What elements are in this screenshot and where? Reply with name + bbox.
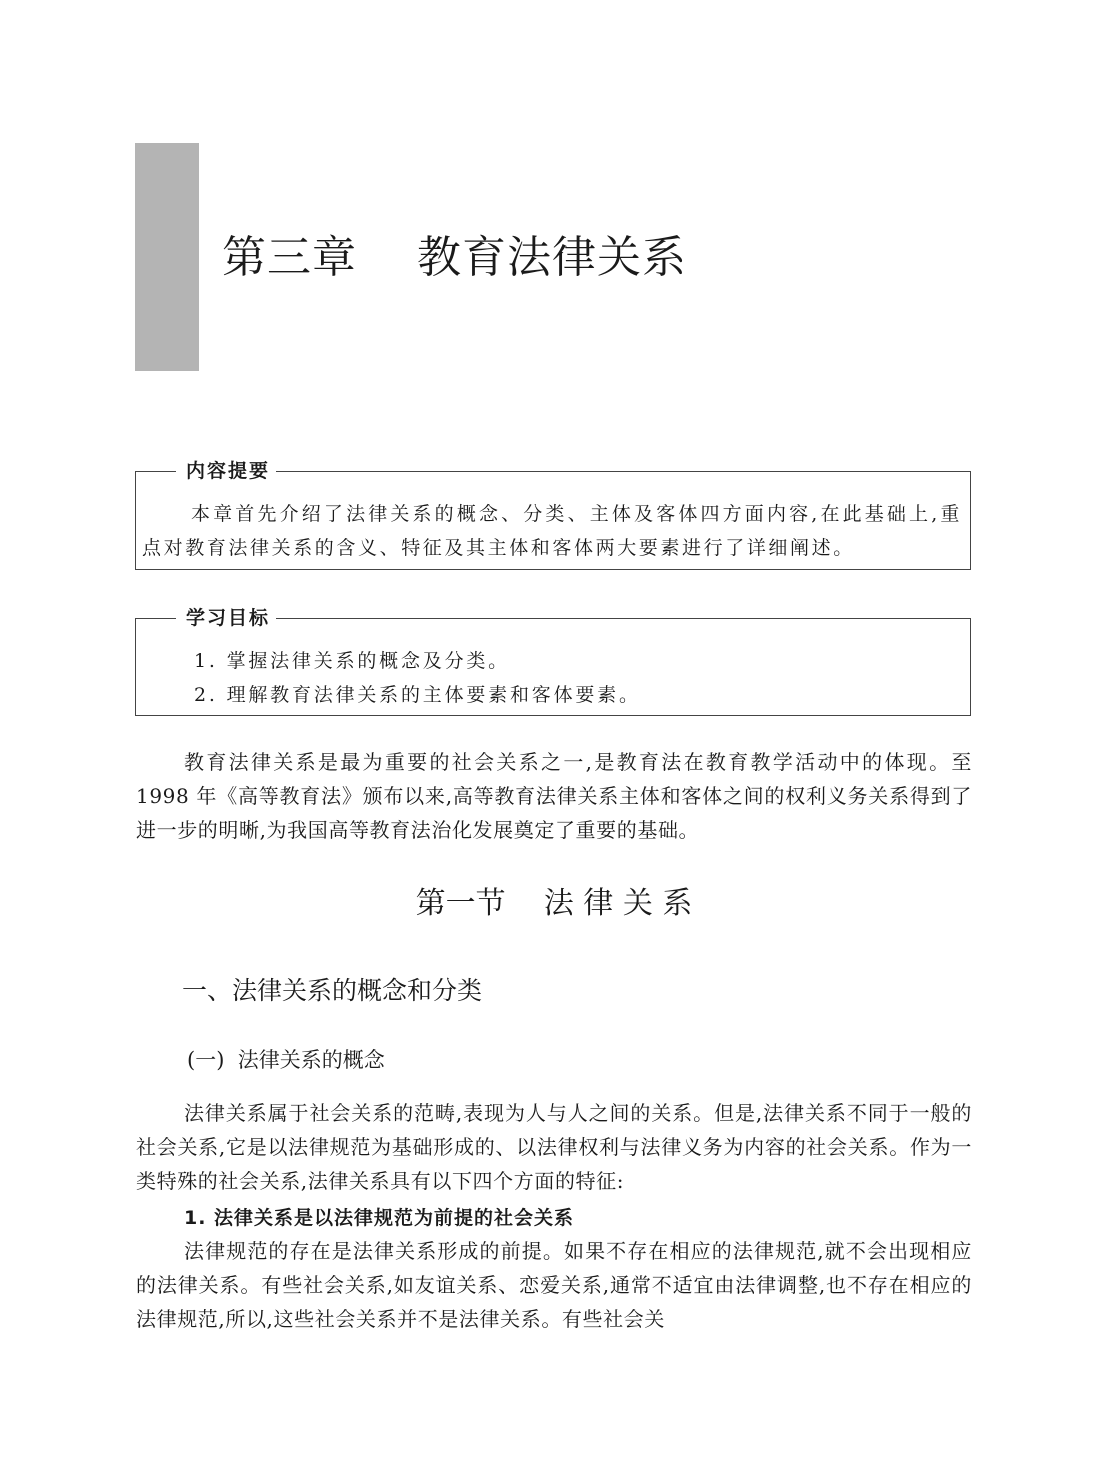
summary-box [135,460,971,570]
summary-legend: 内容提要 [176,457,276,485]
chapter-title: 第三章 教育法律关系 [222,232,687,283]
body-paragraph: 法律规范的存在是法律关系形成的前提。如果不存在相应的法律规范,就不会出现相应的法律关系。有些社会关系,如友谊关系、恋爱关系,通常不适宜由法律调整,也不存在相应的法律规范,所以,这些社会关系并不是法律关系。有些社会关 [136,1239,972,1331]
chapter-marker-bar [135,143,199,371]
section-title: 第一节 法 律 关 系 [415,886,693,921]
intro-paragraph: 教育法律关系是最为重要的社会关系之一,是教育法在教育教学活动中的体现。至 1998 年《高等教育法》颁布以来,高等教育法律关系主体和客体之间的权利义务关系得到了进一步的明晰,为我国高等教育法治化发展奠定了重要的基础。 [136,750,972,842]
body-paragraph: 法律关系属于社会关系的范畴,表现为人与人之间的关系。但是,法律关系不同于一般的社会关系,它是以法律规范为基础形成的、以法律权利与法律义务为内容的社会关系。作为一类特殊的社会关系,法律关系具有以下四个方面的特征: [136,1101,972,1193]
feature-subheading: 1. 法律关系是以法律规范为前提的社会关系 [184,1207,575,1229]
heading-level-1: 一、法律关系的概念和分类 [182,976,483,1005]
learning-goals-legend: 学习目标 [176,604,276,632]
learning-goal-item: 2. 理解教育法律关系的主体要素和客体要素。 [194,684,641,706]
learning-goals-box [135,607,971,716]
learning-goal-item: 1. 掌握法律关系的概念及分类。 [194,650,510,672]
summary-text: 本章首先介绍了法律关系的概念、分类、主体及客体四方面内容,在此基础上,重点对教育法律关系的含义、特征及其主体和客体两大要素进行了详细阐述。 [142,503,962,559]
heading-level-2: (一) 法律关系的概念 [187,1048,385,1072]
